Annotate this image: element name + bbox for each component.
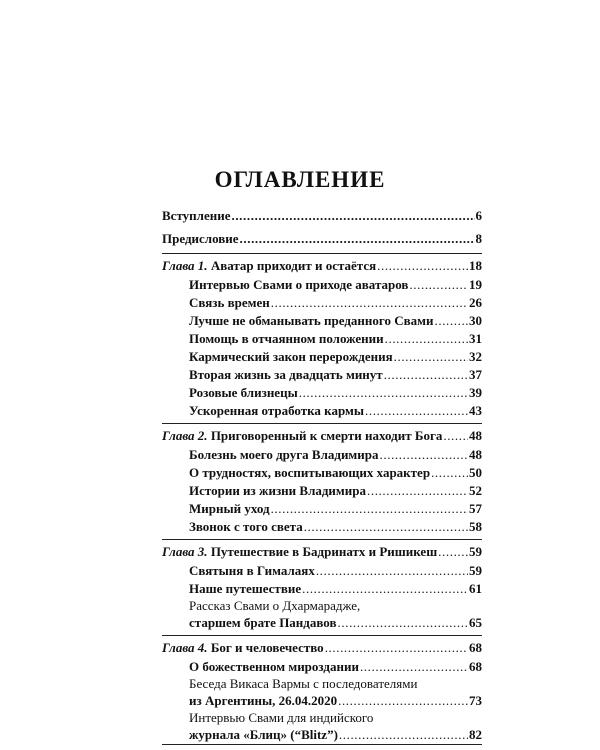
chapter-title: Аватар приходит и остаётся — [210, 258, 377, 273]
dot-leader — [438, 542, 468, 562]
page-title: ОГЛАВЛЕНИЕ — [214, 167, 386, 192]
entry-label: журнала «Блиц» (“Blitz”) — [189, 727, 338, 742]
toc-entry[interactable] — [189, 446, 482, 464]
dot-leader — [325, 638, 468, 658]
page-number: 26 — [469, 295, 482, 310]
dot-leader — [304, 518, 468, 536]
chapter-heading[interactable] — [162, 426, 482, 446]
page-number: 8 — [475, 231, 482, 246]
chapter-heading[interactable] — [162, 542, 482, 562]
chapter-heading[interactable] — [162, 256, 482, 276]
dot-leader — [377, 256, 468, 276]
toc-top-entry[interactable] — [162, 227, 482, 250]
dot-leader — [240, 227, 475, 250]
page-number: 30 — [469, 313, 482, 328]
page-number: 73 — [469, 693, 482, 708]
toc-entry[interactable] — [189, 294, 482, 312]
entry-label: Лучше не обманывать преданного Свами — [189, 313, 434, 328]
chapter-number: Глава 1. — [162, 258, 208, 273]
entry-label: Интервью Свами о приходе аватаров — [189, 277, 409, 292]
dot-leader — [380, 446, 468, 464]
dot-leader — [338, 692, 468, 710]
page-number: 59 — [469, 544, 482, 559]
chapter-label — [162, 542, 437, 562]
chapter-entries — [162, 276, 482, 420]
entry-label: Связь времен — [189, 295, 270, 310]
page-number: 18 — [469, 258, 482, 273]
dot-leader — [316, 562, 468, 580]
entry-label: Истории из жизни Владимира — [189, 483, 366, 498]
chapter-section — [162, 635, 482, 744]
entry-label: Помощь в отчаянном положении — [189, 331, 384, 346]
chapter-entries — [162, 446, 482, 536]
entry-label: Вторая жизнь за двадцать минут — [189, 367, 383, 382]
toc-entry[interactable] — [189, 366, 482, 384]
toc-entry-multiline[interactable] — [189, 598, 482, 632]
chapter-section — [162, 539, 482, 632]
entry-label-line: Рассказ Свами о Дхармарадже, — [189, 598, 361, 613]
chapter-number: Глава 4. — [162, 640, 208, 655]
entry-label: Мирный уход — [189, 501, 270, 516]
entry-label: Святыня в Гималаях — [189, 563, 315, 578]
entry-label-line: Интервью Свами для индийского — [189, 710, 374, 725]
chapter-entries — [162, 658, 482, 744]
dot-leader — [394, 348, 468, 366]
page-number: 37 — [469, 367, 482, 382]
dot-leader — [385, 330, 468, 348]
entry-label: Наше путешествие — [189, 581, 302, 596]
chapter-label — [162, 256, 376, 276]
chapter-label — [162, 638, 324, 658]
page-number: 32 — [469, 349, 482, 364]
entry-label: старшем брате Пандавов — [189, 615, 337, 630]
chapter-heading[interactable] — [162, 638, 482, 658]
entry-label: Розовые близнецы — [189, 385, 298, 400]
dot-leader — [302, 580, 468, 598]
chapter-number: Глава 3. — [162, 544, 208, 559]
chapter-title: Приговоренный к смерти находит Бога — [210, 428, 443, 443]
dot-leader — [338, 614, 468, 632]
dot-leader — [384, 366, 468, 384]
toc-top-entry[interactable] — [162, 204, 482, 227]
dot-leader — [271, 500, 468, 518]
dot-leader — [409, 276, 468, 294]
dot-leader — [271, 294, 468, 312]
entry-label: из Аргентины, 26.04.2020 — [189, 693, 338, 708]
dot-leader — [231, 204, 474, 227]
dot-leader — [339, 726, 468, 744]
dot-leader — [360, 658, 468, 676]
page-number: 48 — [469, 428, 482, 443]
dot-leader — [431, 464, 468, 482]
entry-label: Болезнь моего друга Владимира — [189, 447, 379, 462]
entry-label: Кармический закон перерождения — [189, 349, 393, 364]
toc-entry[interactable] — [189, 482, 482, 500]
toc-entry[interactable] — [189, 402, 482, 420]
toc-entry[interactable] — [189, 312, 482, 330]
toc-entry-multiline[interactable] — [189, 710, 482, 744]
entry-label: Ускоренная отработка кармы — [189, 403, 365, 418]
page-number: 48 — [469, 447, 482, 462]
dot-leader — [367, 482, 468, 500]
dot-leader — [435, 312, 469, 330]
entry-label: О божественном мироздании — [189, 659, 359, 674]
toc-entry[interactable] — [189, 384, 482, 402]
chapter-section — [162, 253, 482, 420]
toc-entry[interactable] — [189, 348, 482, 366]
entry-label: Звонок с того света — [189, 519, 303, 534]
entry-label: О трудностях, воспитывающих характер — [189, 465, 431, 480]
toc-entry[interactable] — [189, 276, 482, 294]
toc-entry[interactable] — [189, 580, 482, 598]
entry-last-line[interactable] — [189, 692, 482, 710]
toc-entry[interactable] — [189, 500, 482, 518]
page-number: 52 — [469, 483, 482, 498]
toc-entry[interactable] — [189, 518, 482, 536]
chapter-title: Бог и человечество — [210, 640, 324, 655]
chapter-entries — [162, 562, 482, 632]
page-number: 6 — [475, 208, 482, 223]
dot-leader — [299, 384, 468, 402]
page-number: 39 — [469, 385, 482, 400]
toc-entry[interactable] — [189, 658, 482, 676]
page-number: 68 — [469, 640, 482, 655]
toc-entry[interactable] — [189, 562, 482, 580]
entry-label: Вступление — [162, 208, 231, 223]
page-number: 43 — [469, 403, 482, 418]
chapter-title: Путешествие в Бадринатх и Ришикеш — [210, 544, 438, 559]
page-number: 58 — [469, 519, 482, 534]
page-number: 31 — [469, 331, 482, 346]
dot-leader — [365, 402, 468, 420]
page-number: 19 — [469, 277, 482, 292]
page-number: 82 — [469, 727, 482, 742]
entry-label-line: Беседа Викаса Вармы с последователями — [189, 676, 418, 691]
page-number: 68 — [469, 659, 482, 674]
chapter-section — [162, 423, 482, 536]
bottom-rule — [162, 744, 482, 745]
page-number: 59 — [469, 563, 482, 578]
entry-last-line[interactable] — [189, 614, 482, 632]
toc-entry[interactable] — [189, 464, 482, 482]
chapter-number: Глава 2. — [162, 428, 208, 443]
page-number: 65 — [469, 615, 482, 630]
toc-entry[interactable] — [189, 330, 482, 348]
page-number: 61 — [469, 581, 482, 596]
page-number: 50 — [469, 465, 482, 480]
dot-leader — [443, 426, 468, 446]
chapter-label — [162, 426, 442, 446]
toc-entry-multiline[interactable] — [189, 676, 482, 710]
table-of-contents — [162, 204, 482, 745]
entry-label: Предисловие — [162, 231, 239, 246]
page-number: 57 — [469, 501, 482, 516]
entry-last-line[interactable] — [189, 726, 482, 744]
